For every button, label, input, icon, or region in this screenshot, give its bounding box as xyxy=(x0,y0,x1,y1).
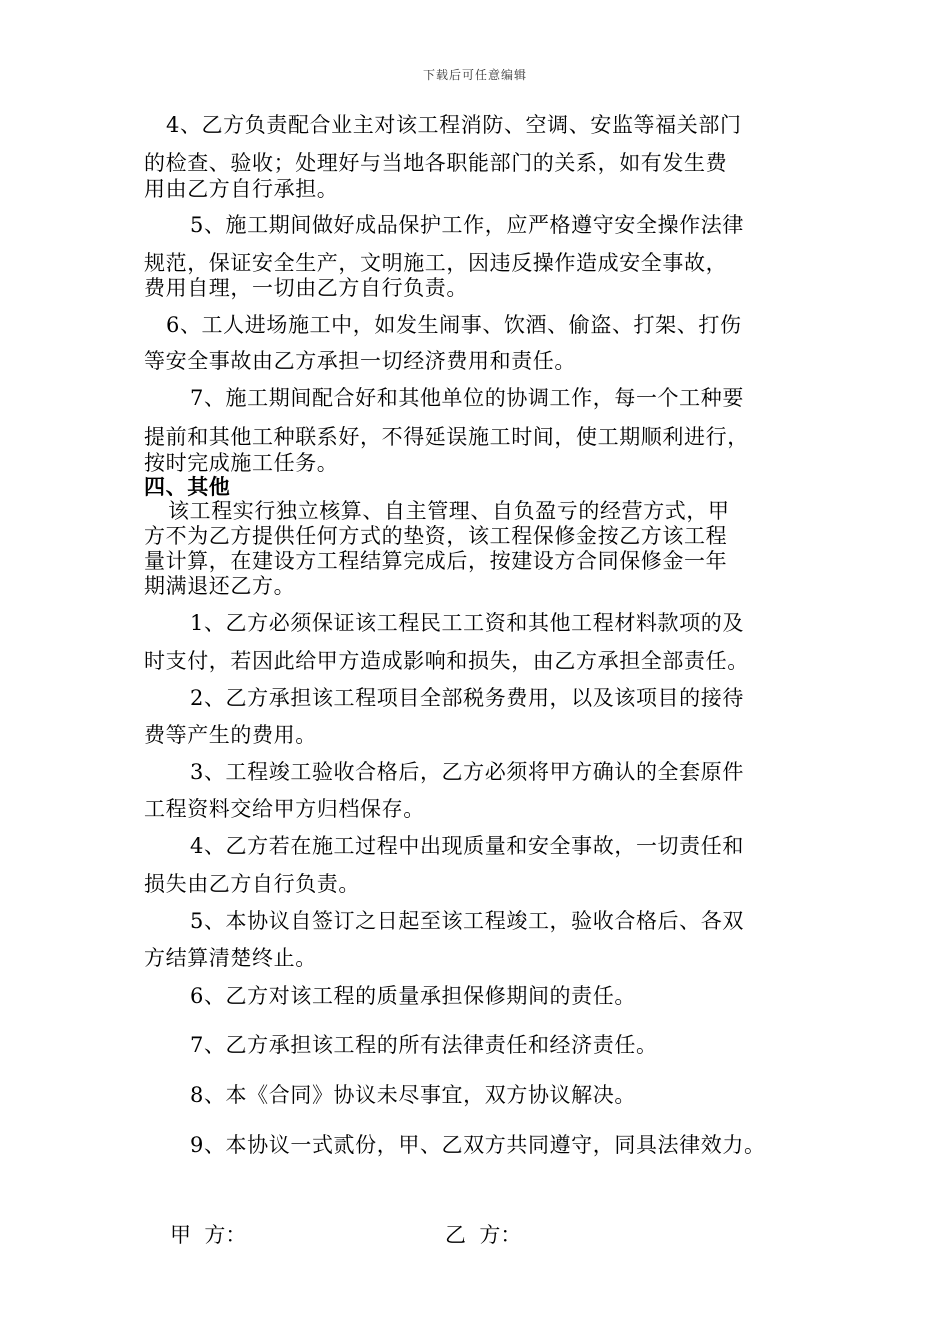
page-header: 下载后可任意编辑 xyxy=(422,68,527,82)
other-item-6: 6、乙方对该工程的质量承担保修期间的责任。 xyxy=(190,984,636,1008)
party-a-signature-label: 甲 方： xyxy=(170,1223,247,1247)
other-item-2-line-1: 2、乙方承担该工程项目全部税务费用，以及该项目的接待 xyxy=(190,686,744,710)
other-item-1-line-2: 时支付，若因此给甲方造成影响和损失，由乙方承担全部责任。 xyxy=(144,649,749,673)
other-intro-line-3: 量计算，在建设方工程结算完成后，按建设方合同保修金一年 xyxy=(144,549,728,573)
clause-7-line-1: 7、施工期间配合好和其他单位的协调工作，每一个工种要 xyxy=(190,386,744,410)
other-item-2-line-2: 费等产生的费用。 xyxy=(144,723,317,747)
other-item-5-line-1: 5、本协议自签订之日起至该工程竣工，验收合格后、各双 xyxy=(190,909,744,933)
clause-4-line-2: 的检查、验收；处理好与当地各职能部门的关系，如有发生费 xyxy=(144,151,728,175)
clause-6-line-1: 6、工人进场施工中，如发生闹事、饮酒、偷盗、打架、打伤 xyxy=(166,313,742,337)
clause-5-line-1: 5、施工期间做好成品保护工作，应严格遵守安全操作法律 xyxy=(190,213,744,237)
party-b-signature-label: 乙 方： xyxy=(445,1223,522,1247)
other-item-8: 8、本《合同》协议未尽事宜，双方协议解决。 xyxy=(190,1083,636,1107)
other-intro-line-1: 该工程实行独立核算、自主管理、自负盈亏的经营方式，甲 xyxy=(168,499,730,523)
clause-5-line-2: 规范，保证安全生产，文明施工，因违反操作造成安全事故， xyxy=(144,251,728,275)
other-intro-line-4: 期满退还乙方。 xyxy=(144,574,296,598)
other-intro-line-2: 方不为乙方提供任何方式的垫资，该工程保修金按乙方该工程 xyxy=(144,524,728,548)
clause-4-line-1: 4、乙方负责配合业主对该工程消防、空调、安监等福关部门 xyxy=(166,113,742,137)
other-item-7: 7、乙方承担该工程的所有法律责任和经济责任。 xyxy=(190,1033,658,1057)
other-item-4-line-2: 损失由乙方自行负责。 xyxy=(144,872,360,896)
other-item-3-line-1: 3、工程竣工验收合格后，乙方必须将甲方确认的全套原件 xyxy=(190,760,744,784)
section-heading-other: 四、其他 xyxy=(144,474,231,499)
other-item-1-line-1: 1、乙方必须保证该工程民工工资和其他工程材料款项的及 xyxy=(190,611,744,635)
clause-7-line-2: 提前和其他工种联系好，不得延误施工时间，使工期顺利进行， xyxy=(144,425,749,449)
clause-6-line-2: 等安全事故由乙方承担一切经济费用和责任。 xyxy=(144,349,576,373)
clause-4-line-3: 用由乙方自行承担。 xyxy=(144,177,339,201)
other-item-5-line-2: 方结算清楚终止。 xyxy=(144,946,317,970)
other-item-4-line-1: 4、乙方若在施工过程中出现质量和安全事故，一切责任和 xyxy=(190,834,744,858)
clause-7-line-3: 按时完成施工任务。 xyxy=(144,451,339,475)
other-item-3-line-2: 工程资料交给甲方归档保存。 xyxy=(144,797,425,821)
other-item-9: 9、本协议一式贰份，甲、乙双方共同遵守，同具法律效力。 xyxy=(190,1133,766,1157)
clause-5-line-3: 费用自理，一切由乙方自行负责。 xyxy=(144,276,468,300)
